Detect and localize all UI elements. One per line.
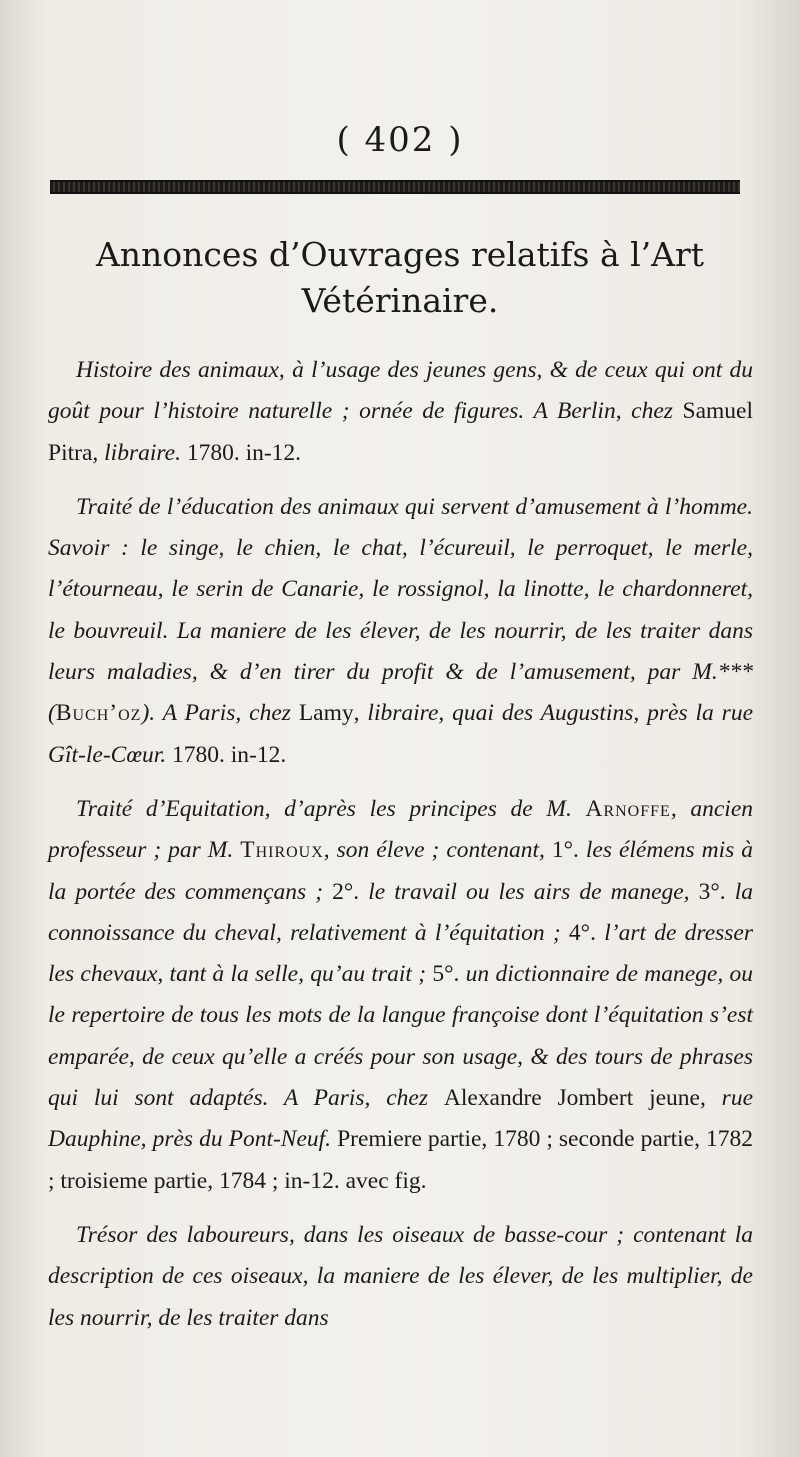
book-entry: Traité d’Equitation, d’après les principes de M. Arnoffe, ancien professeur ; par M. Thiroux, son éleve ; contenant, 1°. les élémens mis à la portée des commençans ; 2°. le travail ou les airs de manege, 3°. la connoissance du cheval, relativement à l’équitation ; 4°. l’art de dresser les chevaux, tant à la selle, qu’au trait ; 5°. un dictionnaire de manege, ou le repertoire de tous les mots de la langue françoise dont l’équitation s’est emparée, de ceux qu’elle a créés pour son usage, & des tours de phrases qui lui sont adaptés. A Paris, chez Alexandre Jombert jeune, rue Dauphine, près du Pont-Neuf. Premiere partie, 1780 ; seconde partie, 1782 ; troisieme partie, 1784 ; in-12. avec fig.: [48, 795, 754, 1194]
title-line: Annonces d’Ouvrages relatifs à l’Art: [95, 235, 705, 274]
page-body: [48, 350, 753, 1352]
book-entry: Traité de l’éducation des animaux qui servent d’amusement à l’homme. Savoir : le singe, le chien, le chat, l’écureuil, le perroquet, le merle, l’étourneau, le serin de Canarie, le rossignol, la linotte, le chardonneret, le bouvreuil. La maniere de les élever, de les nourrir, de les traiter dans leurs maladies, & d’en tirer du profit & de l’amusement, par M.*** (Buch’oz). A Paris, chez Lamy, libraire, quai des Augustins, près la rue Gît-le-Cœur. 1780. in-12.: [48, 493, 754, 768]
book-entry: Trésor des laboureurs, dans les oiseaux de basse-cour ; contenant la description de ces oiseaux, la maniere de les élever, de les multiplier, de les nourrir, de les traiter dans: [48, 1221, 753, 1331]
page-number: ( 402 ): [336, 120, 464, 160]
book-entry: Histoire des animaux, à l’usage des jeunes gens, & de ceux qui ont du goût pour l’histoire naturelle ; ornée de figures. A Berlin, chez Samuel Pitra, libraire. 1780. in-12.: [48, 357, 753, 466]
decorative-rule: [50, 180, 740, 194]
section-title: [60, 232, 740, 324]
title-line: Vétérinaire.: [301, 281, 499, 320]
